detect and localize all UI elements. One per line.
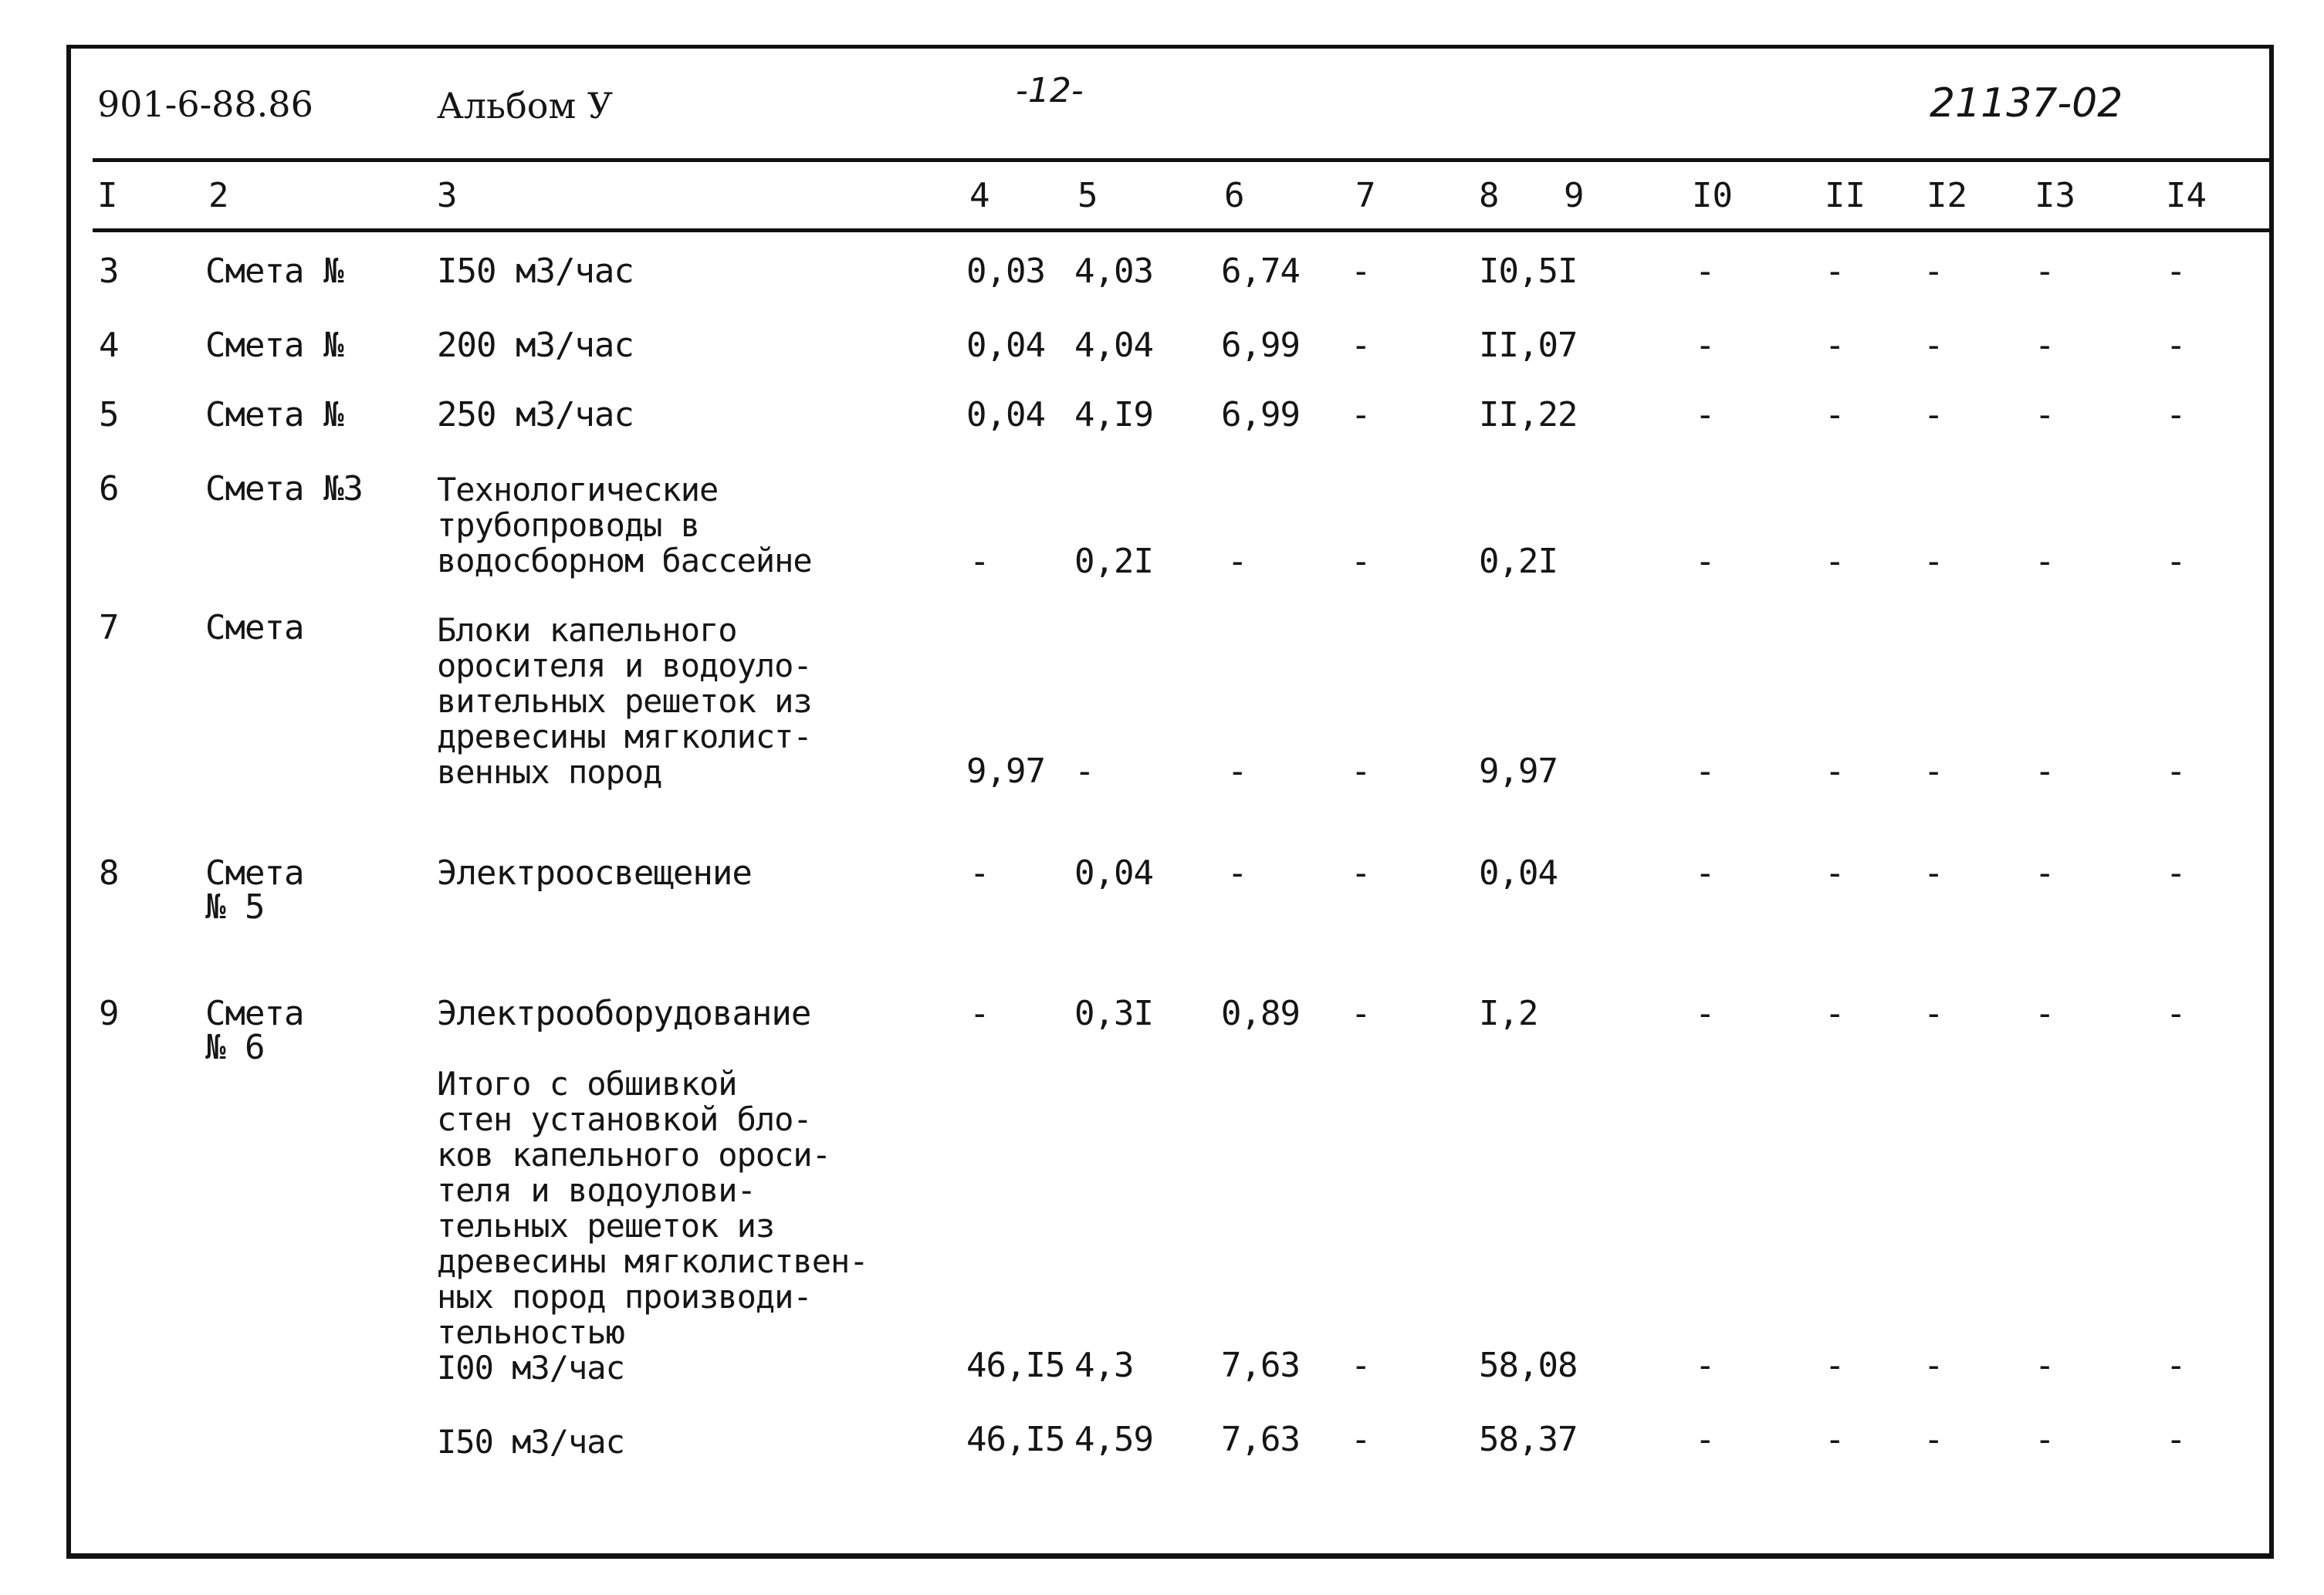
total-desc-line: теля и водоулови- [437,1171,756,1209]
cell-col6: - [1227,542,1247,581]
cell-col7: - [1351,853,1371,893]
total-desc-line: ков капельного ороси- [437,1136,831,1174]
row-number: 9 [99,994,119,1033]
album-title: Альбом У [437,85,614,127]
cell-col13: - [2035,853,2055,893]
cell-col6: 0,89 [1221,994,1300,1033]
cell-col8: 58,37 [1479,1420,1578,1459]
cell-col7: - [1351,1346,1371,1385]
col-num-10: I0 [1692,176,1733,215]
row-desc-line: трубопроводы в [437,506,700,544]
cell-col8: I0,5I [1479,252,1578,291]
cell-col6: 7,63 [1221,1420,1300,1459]
cell-col6: 6,74 [1221,252,1300,291]
row-doc: Смета [205,608,304,647]
col-num-6: 6 [1224,176,1245,215]
cell-col8: 58,08 [1479,1346,1578,1385]
row-doc: № 5 [205,887,265,927]
row-desc-line: древесины мягколист- [437,718,812,755]
col-num-3: 3 [437,176,458,215]
cell-col4: - [969,853,989,893]
cell-col7: - [1351,542,1371,581]
cell-col11: - [1825,1420,1845,1459]
cell-col12: - [1923,395,1943,434]
cell-col8: I,2 [1479,994,1538,1033]
col-num-11: II [1825,176,1866,215]
doc-code: 901-6-88.86 [97,83,313,125]
cell-col13: - [2035,1346,2055,1385]
cell-col5: 0,2I [1074,542,1153,581]
cell-col10: - [1695,542,1715,581]
row-doc: Смета [205,994,304,1033]
col-num-5: 5 [1077,176,1098,215]
cell-col11: - [1825,326,1845,365]
cell-col5: - [1074,752,1094,791]
cell-col10: - [1695,252,1715,291]
row-desc-line: вительных решеток из [437,682,812,720]
column-numbers-rule [93,228,2269,232]
cell-col12: - [1923,752,1943,791]
total-capacity-label: I50 м3/час [437,1423,624,1461]
cell-col4: 0,04 [966,395,1045,434]
row-number: 3 [99,252,119,291]
cell-col13: - [2035,752,2055,791]
cell-col12: - [1923,853,1943,893]
cell-col5: 4,03 [1074,252,1153,291]
row-doc: Смета № [205,395,343,434]
total-capacity-label: I00 м3/час [437,1349,624,1387]
cell-col12: - [1923,1346,1943,1385]
cell-col4: 0,04 [966,326,1045,365]
cell-col5: 0,3I [1074,994,1153,1033]
cell-col8: 9,97 [1479,752,1558,791]
cell-col12: - [1923,252,1943,291]
cell-col4: 46,I5 [966,1420,1065,1459]
cell-col13: - [2035,994,2055,1033]
row-desc-line: водосборном бассейне [437,542,812,580]
cell-col13: - [2035,542,2055,581]
col-num-14: I4 [2166,176,2207,215]
page-number: -12- [1016,71,1084,110]
col-num-9: 9 [1564,176,1585,215]
cell-col13: - [2035,252,2055,291]
total-desc-line: Итого с обшивкой [437,1065,737,1103]
cell-col6: 6,99 [1221,326,1300,365]
cell-col11: - [1825,853,1845,893]
cell-col8: 0,04 [1479,853,1558,893]
row-desc-line: венных пород [437,753,662,791]
cell-col7: - [1351,326,1371,365]
cell-col5: 4,3 [1074,1346,1134,1385]
row-doc: Смета [205,853,304,893]
row-number: 6 [99,469,119,509]
col-num-13: I3 [2035,176,2075,215]
row-doc: Смета № [205,252,343,291]
cell-col10: - [1695,395,1715,434]
cell-col10: - [1695,1346,1715,1385]
cell-col10: - [1695,326,1715,365]
row-desc: I50 м3/час [437,252,634,291]
cell-col8: II,07 [1479,326,1578,365]
cell-col5: 4,59 [1074,1420,1153,1459]
cell-col11: - [1825,542,1845,581]
cell-col12: - [1923,994,1943,1033]
cell-col10: - [1695,994,1715,1033]
cell-col11: - [1825,1346,1845,1385]
cell-col5: 4,04 [1074,326,1153,365]
cell-col14: - [2166,542,2186,581]
row-doc: Смета №3 [205,469,363,509]
col-num-1: I [97,176,118,215]
cell-col12: - [1923,542,1943,581]
cell-col6: - [1227,853,1247,893]
cell-col12: - [1923,1420,1943,1459]
cell-col11: - [1825,395,1845,434]
cell-col7: - [1351,994,1371,1033]
cell-col8: II,22 [1479,395,1578,434]
cell-col14: - [2166,853,2186,893]
cell-col13: - [2035,326,2055,365]
col-num-8: 8 [1479,176,1500,215]
total-desc-line: ных пород производи- [437,1278,812,1316]
row-doc: Смета № [205,326,343,365]
cell-col14: - [2166,252,2186,291]
cell-col4: 0,03 [966,252,1045,291]
cell-col11: - [1825,752,1845,791]
cell-col5: 0,04 [1074,853,1153,893]
col-num-7: 7 [1355,176,1376,215]
row-number: 5 [99,395,119,434]
cell-col4: 9,97 [966,752,1045,791]
cell-col6: 6,99 [1221,395,1300,434]
cell-col4: - [969,542,989,581]
cell-col11: - [1825,252,1845,291]
row-desc-line: оросителя и водоуло- [437,647,812,684]
cell-col13: - [2035,395,2055,434]
total-desc-line: тельностью [437,1313,624,1351]
cell-col14: - [2166,1346,2186,1385]
cell-col7: - [1351,395,1371,434]
cell-col12: - [1923,326,1943,365]
header-rule [93,158,2269,162]
total-desc-line: древесины мягколиствен- [437,1242,868,1280]
cell-col10: - [1695,752,1715,791]
cell-col10: - [1695,853,1715,893]
col-num-4: 4 [969,176,990,215]
cell-col6: 7,63 [1221,1346,1300,1385]
cell-col7: - [1351,752,1371,791]
cell-col10: - [1695,1420,1715,1459]
row-desc: Электроосвещение [437,853,752,893]
row-doc: № 6 [205,1028,265,1067]
archive-number: 21137-02 [1930,80,2123,127]
cell-col5: 4,I9 [1074,395,1153,434]
row-desc-line: Блоки капельного [437,611,737,649]
cell-col14: - [2166,326,2186,365]
row-number: 4 [99,326,119,365]
cell-col4: - [969,994,989,1033]
cell-col6: - [1227,752,1247,791]
row-number: 7 [99,608,119,647]
cell-col14: - [2166,752,2186,791]
total-desc-line: стен установкой бло- [437,1100,812,1138]
row-desc: Электрооборудование [437,994,811,1033]
row-desc-line: Технологические [437,471,719,509]
cell-col4: 46,I5 [966,1346,1065,1385]
col-num-2: 2 [208,176,229,215]
col-num-12: I2 [1927,176,1967,215]
row-number: 8 [99,853,119,893]
cell-col14: - [2166,395,2186,434]
cell-col13: - [2035,1420,2055,1459]
cell-col11: - [1825,994,1845,1033]
cell-col7: - [1351,1420,1371,1459]
cell-col14: - [2166,994,2186,1033]
total-desc-line: тельных решеток из [437,1207,775,1245]
cell-col14: - [2166,1420,2186,1459]
row-desc: 250 м3/час [437,395,634,434]
row-desc: 200 м3/час [437,326,634,365]
cell-col7: - [1351,252,1371,291]
cell-col8: 0,2I [1479,542,1558,581]
